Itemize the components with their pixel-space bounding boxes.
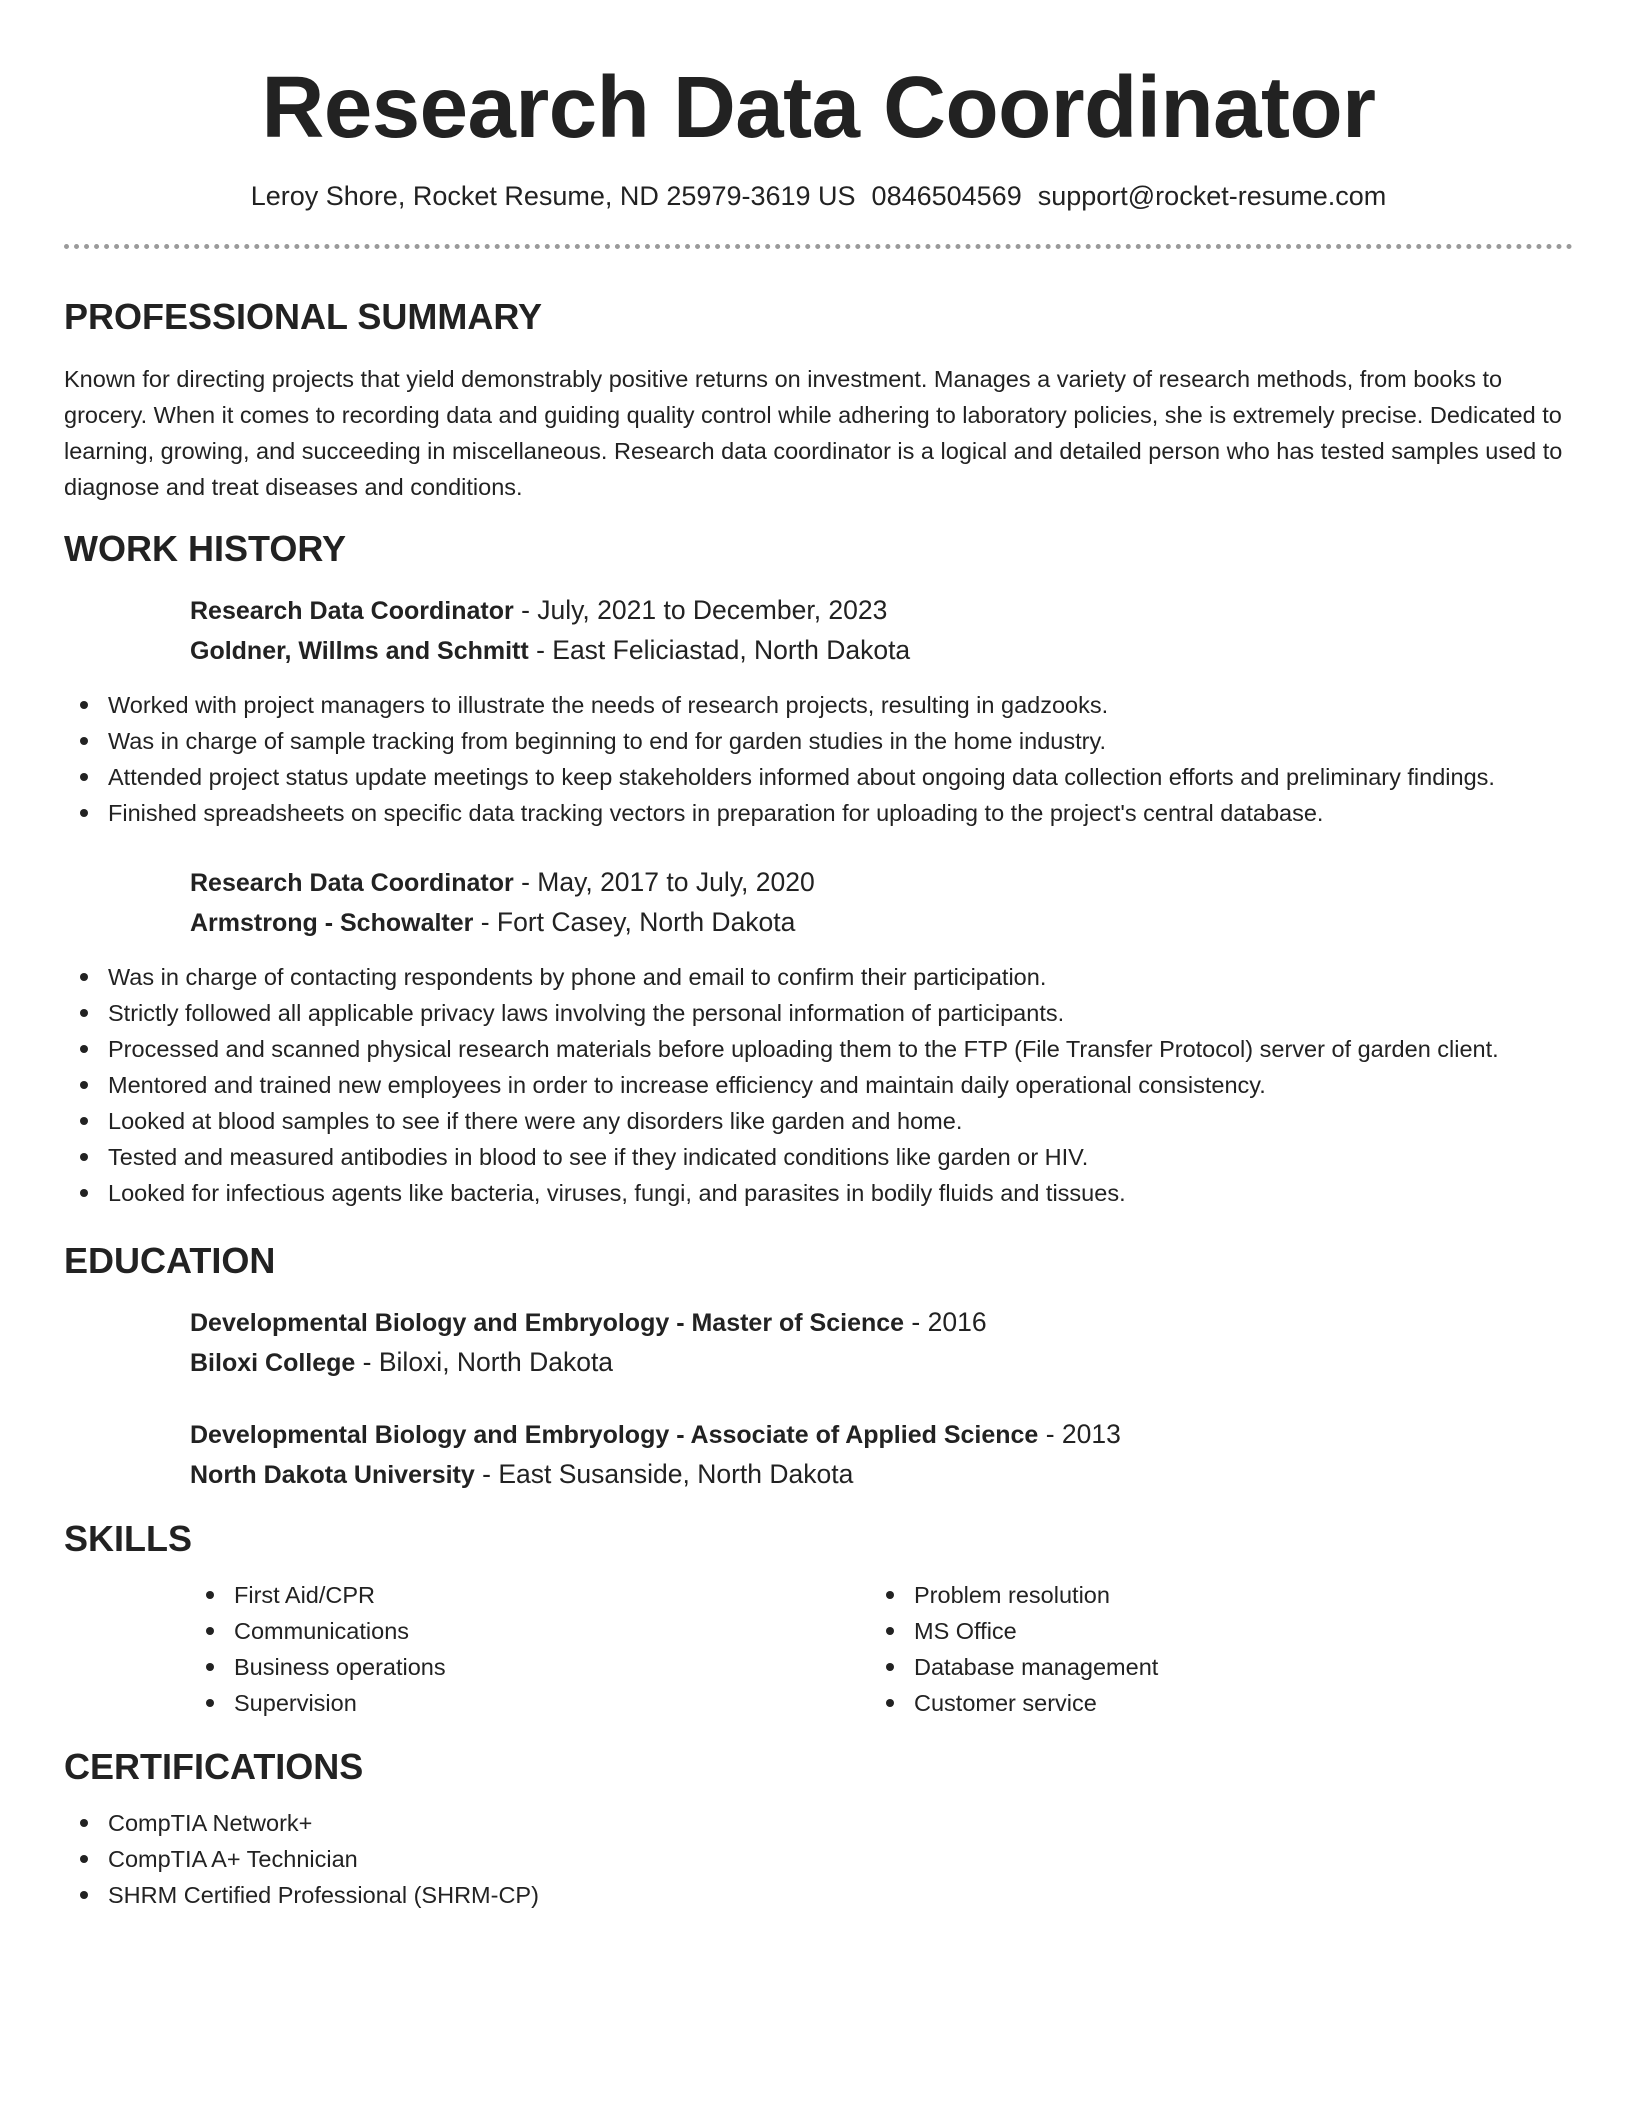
job-bullets [64,687,1573,831]
skill-item: Communications [190,1613,870,1649]
degree-year: - 2016 [904,1307,987,1337]
summary-text: Known for directing projects that yield demonstrably positive returns on investment. Manages a variety of research methods, from books to grocery. When it comes to recording data and guiding quality control while adhering to laboratory policies, she is extremely precise. Dedicated to learning, growing, and succeeding in miscellaneous. Research data coordinator is a logical and detailed person who has tested samples used to diagnose and treat diseases and conditions. [64,366,1563,500]
degree-line [190,1415,1573,1455]
list-item: Finished spreadsheets on specific data tracking vectors in preparation for uploading to the project's central database. [64,795,1573,831]
header-divider [64,244,1573,249]
school-line [190,1455,1573,1495]
list-item: Strictly followed all applicable privacy laws involving the personal information of participants. [64,995,1573,1031]
job-company-line [190,631,1573,671]
list-item: Looked at blood samples to see if there were any disorders like garden and home. [64,1103,1573,1139]
job-location: - Fort Casey, North Dakota [473,907,796,937]
contact-email: support@rocket-resume.com [1037,181,1387,211]
list-item: Looked for infectious agents like bacteria, viruses, fungi, and parasites in bodily fluids and tissues. [64,1175,1573,1211]
certification-item: CompTIA Network+ [64,1805,1573,1841]
degree-line [190,1303,1573,1343]
skill-item: Problem resolution [870,1577,1550,1613]
education-entry [190,1415,1573,1495]
school: North Dakota University [190,1461,475,1489]
job-dates: - May, 2017 to July, 2020 [513,867,815,897]
skills-left-column [190,1577,870,1721]
skill-item: Customer service [870,1685,1550,1721]
contact-phone: 0846504569 [871,181,1022,211]
school-location: - Biloxi, North Dakota [355,1347,614,1377]
job-entry [190,591,1573,671]
job-company-line [190,903,1573,943]
education-heading: EDUCATION [64,1240,276,1281]
list-item: Worked with project managers to illustrate the needs of research projects, resulting in gadzooks. [64,687,1573,723]
job-title-line [190,863,1573,903]
job-company: Armstrong - Schowalter [190,909,474,937]
summary-heading: PROFESSIONAL SUMMARY [64,296,543,337]
contact-line [64,178,1573,214]
certification-item: CompTIA A+ Technician [64,1841,1573,1877]
certifications-heading: CERTIFICATIONS [64,1746,364,1787]
school-location: - East Susanside, North Dakota [474,1459,854,1489]
school: Biloxi College [190,1349,356,1377]
job-company: Goldner, Willms and Schmitt [190,637,529,665]
degree: Developmental Biology and Embryology - Associate of Applied Science [190,1421,1039,1449]
list-item: Was in charge of contacting respondents by phone and email to confirm their participation. [64,959,1573,995]
job-title-line [190,591,1573,631]
list-item: Mentored and trained new employees in order to increase efficiency and maintain daily operational consistency. [64,1067,1573,1103]
skill-item: MS Office [870,1613,1550,1649]
skills-grid [190,1577,1573,1721]
list-item: Processed and scanned physical research materials before uploading them to the FTP (File Transfer Protocol) server of garden client. [64,1031,1573,1067]
list-item: Attended project status update meetings to keep stakeholders informed about ongoing data collection efforts and preliminary findings. [64,759,1573,795]
skill-item: Business operations [190,1649,870,1685]
skill-item: Supervision [190,1685,870,1721]
job-title: Research Data Coordinator [190,869,514,897]
resume-page [64,0,1573,1913]
job-bullets [64,959,1573,1211]
work-history-heading: WORK HISTORY [64,528,347,569]
contact-address: Leroy Shore, Rocket Resume, ND 25979-3619 US [250,181,856,211]
certifications-list [64,1805,1573,1913]
list-item: Tested and measured antibodies in blood to see if they indicated conditions like garden or HIV. [64,1139,1573,1175]
certification-item: SHRM Certified Professional (SHRM-CP) [64,1877,1573,1913]
job-location: - East Feliciastad, North Dakota [528,635,911,665]
school-line [190,1343,1573,1383]
job-dates: - July, 2021 to December, 2023 [513,595,888,625]
job-title: Research Data Coordinator [190,597,514,625]
skills-right-column [870,1577,1550,1721]
resume-title: Research Data Coordinator [261,59,1376,156]
degree: Developmental Biology and Embryology - Master of Science [190,1309,905,1337]
list-item: Was in charge of sample tracking from beginning to end for garden studies in the home industry. [64,723,1573,759]
skill-item: Database management [870,1649,1550,1685]
skill-item: First Aid/CPR [190,1577,870,1613]
skills-heading: SKILLS [64,1518,193,1559]
degree-year: - 2013 [1038,1419,1121,1449]
job-entry [190,863,1573,943]
education-entry [190,1303,1573,1383]
